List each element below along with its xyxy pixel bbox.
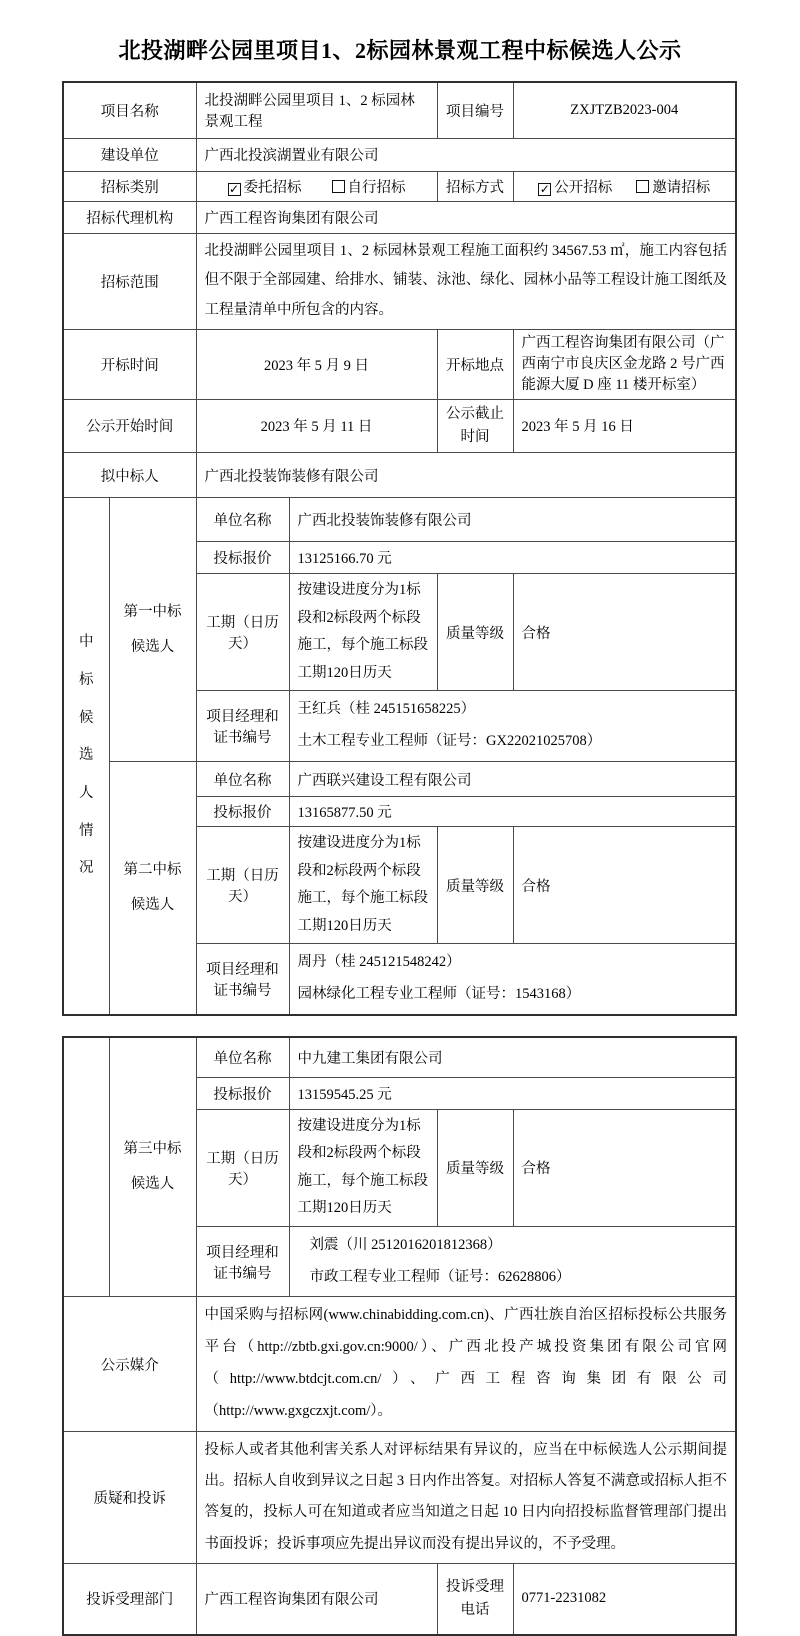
candidates-section-spacer — [63, 1037, 109, 1297]
page-title: 北投湖畔公园里项目1、2标园林景观工程中标候选人公示 — [118, 38, 682, 63]
agency-value: 广西工程咨询集团有限公司 — [196, 201, 736, 233]
proposed-winner-value: 广西北投装饰装修有限公司 — [196, 453, 736, 498]
tender-category-options — [196, 171, 437, 201]
entrusted-tender-label: 委托招标 — [243, 179, 302, 196]
candidate-1-quality: 合格 — [513, 574, 736, 691]
candidate-3-manager-cert: 市政工程专业工程师（证号：62628806） — [309, 1268, 571, 1285]
announcement-table-lower — [62, 1036, 737, 1636]
duration-label: 工期（日历天） — [196, 827, 289, 944]
agency-label: 招标代理机构 — [63, 201, 196, 233]
invited-tender-option — [636, 176, 710, 197]
candidate-2-unit-name: 广西联兴建设工程有限公司 — [289, 762, 736, 797]
checkbox-unchecked-icon — [636, 180, 649, 193]
media-value: 中国采购与招标网(www.chinabidding.com.cn)、广西壮族自治区招标投标公共服务平台（http://zbtb.gxi.gov.cn:9000/）、广西北投产城投资集团有限公司官网（http://www.btdcjt.com.cn/）、广西工程咨询集团有限公司（http://www.gxgczxjt.com/）。 — [196, 1297, 736, 1432]
candidate-2-rank-label: 第二中标候选人 — [109, 762, 196, 1015]
candidate-1-rank-label: 第一中标候选人 — [109, 498, 196, 762]
candidate-3-unit-name: 中九建工集团有限公司 — [289, 1037, 736, 1077]
unit-name-label: 单位名称 — [196, 762, 289, 797]
scope-label: 招标范围 — [63, 233, 196, 329]
candidate-1-manager — [289, 691, 736, 762]
publicity-end-label: 公示截止时间 — [437, 399, 513, 452]
candidate-3-bid-price: 13159545.25 元 — [289, 1077, 736, 1109]
open-tender-label: 公开招标 — [554, 179, 613, 196]
candidate-1-manager-cert: 土木工程专业工程师（证号：GX22021025708） — [297, 733, 602, 750]
bid-open-place-value: 广西工程咨询集团有限公司（广西南宁市良庆区金龙路 2 号广西能源大厦 D 座 11 楼开标室） — [513, 329, 736, 399]
self-tender-option — [332, 176, 406, 197]
announcement-table-upper — [62, 81, 737, 1016]
duration-label: 工期（日历天） — [196, 1109, 289, 1226]
unit-name-label: 单位名称 — [196, 1037, 289, 1077]
quality-label: 质量等级 — [437, 1109, 513, 1226]
unit-name-label: 单位名称 — [196, 498, 289, 542]
project-no-value: ZXJTZB2023-004 — [513, 82, 736, 138]
quality-label: 质量等级 — [437, 827, 513, 944]
candidate-1-unit-name: 广西北投装饰装修有限公司 — [289, 498, 736, 542]
bid-price-label: 投标报价 — [196, 1077, 289, 1109]
manager-label: 项目经理和证书编号 — [196, 944, 289, 1015]
owner-label: 建设单位 — [63, 138, 196, 171]
candidate-2-bid-price: 13165877.50 元 — [289, 797, 736, 827]
candidate-2-manager-name: 周丹（桂 245121548242） — [297, 954, 461, 971]
proposed-winner-label: 拟中标人 — [63, 453, 196, 498]
candidate-1-bid-price: 13125166.70 元 — [289, 542, 736, 574]
complaint-phone-label: 投诉受理电话 — [437, 1563, 513, 1635]
complaint-dept-label: 投诉受理部门 — [63, 1563, 196, 1635]
candidates-section-label: 中标候选人情况 — [63, 498, 109, 1015]
publicity-end-value: 2023 年 5 月 16 日 — [513, 399, 736, 452]
project-name-value: 北投湖畔公园里项目 1、2 标园林景观工程 — [196, 82, 437, 138]
complaint-phone-value: 0771-2231082 — [513, 1563, 736, 1635]
candidate-1-manager-name: 王红兵（桂 245151658225） — [297, 701, 476, 718]
bid-open-place-label: 开标地点 — [437, 329, 513, 399]
bid-open-time-value: 2023 年 5 月 9 日 — [196, 329, 437, 399]
project-name-label: 项目名称 — [63, 82, 196, 138]
checkbox-unchecked-icon — [332, 180, 345, 193]
candidate-3-manager-name: 刘震（川 2512016201812368） — [309, 1236, 502, 1253]
project-no-label: 项目编号 — [437, 82, 513, 138]
publicity-start-label: 公示开始时间 — [63, 399, 196, 452]
candidate-3-duration: 按建设进度分为1标段和2标段两个标段施工，每个施工标段工期120日历天 — [289, 1109, 437, 1226]
publicity-start-value: 2023 年 5 月 11 日 — [196, 399, 437, 452]
manager-label: 项目经理和证书编号 — [196, 691, 289, 762]
complaint-dept-value: 广西工程咨询集团有限公司 — [196, 1563, 437, 1635]
candidate-2-duration: 按建设进度分为1标段和2标段两个标段施工，每个施工标段工期120日历天 — [289, 827, 437, 944]
media-label: 公示媒介 — [63, 1297, 196, 1432]
entrusted-tender-option — [228, 176, 302, 197]
bid-open-time-label: 开标时间 — [63, 329, 196, 399]
candidate-3-quality: 合格 — [513, 1109, 736, 1226]
bid-price-label: 投标报价 — [196, 797, 289, 827]
open-tender-option — [538, 176, 612, 197]
candidate-3-manager — [289, 1226, 736, 1297]
candidate-1-duration: 按建设进度分为1标段和2标段两个标段施工，每个施工标段工期120日历天 — [289, 574, 437, 691]
duration-label: 工期（日历天） — [196, 574, 289, 691]
tender-category-label: 招标类别 — [63, 171, 196, 201]
quality-label: 质量等级 — [437, 574, 513, 691]
bid-price-label: 投标报价 — [196, 542, 289, 574]
table-gap — [62, 1016, 800, 1036]
candidate-2-quality: 合格 — [513, 827, 736, 944]
checkbox-checked-icon: ✓ — [228, 181, 240, 196]
checkbox-checked-icon: ✓ — [539, 181, 550, 196]
objection-value: 投标人或者其他利害关系人对评标结果有异议的，应当在中标候选人公示期间提出。招标人自收到异议之日起 3 日内作出答复。对招标人答复不满意或招标人拒不答复的，投标人可在知道或者应当知道之日起 10 日内向招投标监督管理部门提出书面投诉；投诉事项应先提出异议而没有提出异议的，不予受理。 — [196, 1432, 736, 1564]
objection-label: 质疑和投诉 — [63, 1432, 196, 1564]
manager-label: 项目经理和证书编号 — [196, 1226, 289, 1297]
candidate-2-manager-cert: 园林绿化工程专业工程师（证号：1543168） — [297, 986, 581, 1003]
self-tender-label: 自行招标 — [347, 179, 406, 196]
tender-method-label: 招标方式 — [437, 171, 513, 201]
candidate-2-manager — [289, 944, 736, 1015]
invited-tender-label: 邀请招标 — [652, 179, 711, 196]
owner-value: 广西北投滨湖置业有限公司 — [196, 138, 736, 171]
candidate-3-rank-label: 第三中标候选人 — [109, 1037, 196, 1297]
scope-value: 北投湖畔公园里项目 1、2 标园林景观工程施工面积约 34567.53 ㎡，施工内容包括但不限于全部园建、给排水、铺装、泳池、绿化、园林小品等工程设计施工图纸及工程量清单中所包含的内容。 — [196, 233, 736, 329]
tender-method-options — [513, 171, 736, 201]
